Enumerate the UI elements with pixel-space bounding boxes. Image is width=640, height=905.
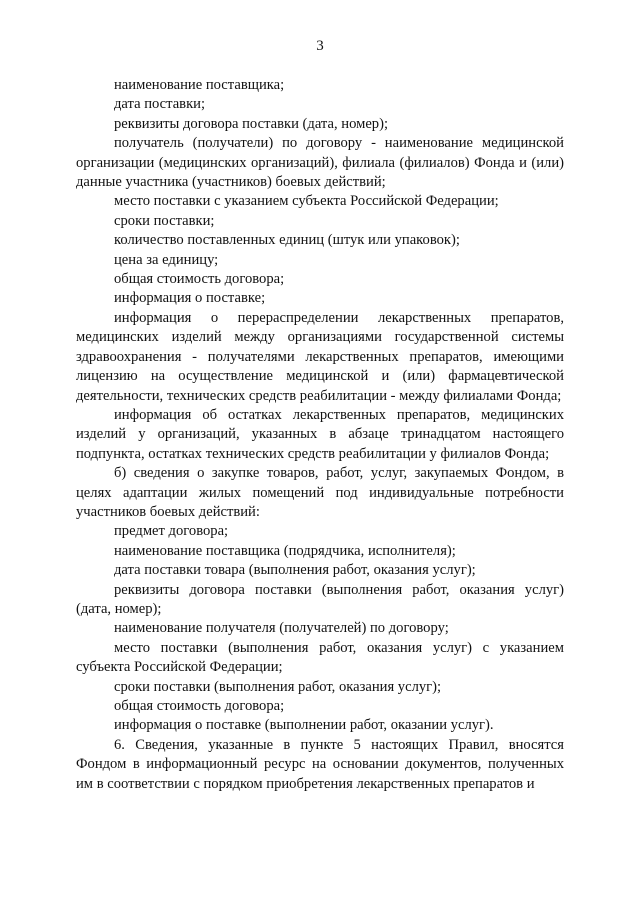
- paragraph: сроки поставки (выполнения работ, оказания услуг);: [114, 678, 442, 695]
- document-body: [76, 76, 564, 794]
- paragraph: реквизиты договора поставки (дата, номер);: [114, 115, 389, 132]
- paragraph: цена за единицу;: [114, 251, 219, 268]
- paragraph: 6. Сведения, указанные в пункте 5 настоящих Правил, вносятся Фондом в информационный ресурс на основании документов, полученных им в соответствии с порядком приобретения лекарственных препаратов и: [76, 736, 564, 792]
- paragraph: информация о перераспределении лекарственных препаратов, медицинских изделий между организациями государственной системы здравоохранения - получателями лекарственных препаратов, имеющими лицензию на осуществление медицинской и (или) фармацевтической деятельности, технических средств реабилитации - между филиалами Фонда;: [76, 309, 564, 404]
- paragraph: реквизиты договора поставки (выполнения работ, оказания услуг) (дата, номер);: [76, 581, 564, 617]
- paragraph: количество поставленных единиц (штук или упаковок);: [114, 232, 460, 249]
- paragraph: наименование получателя (получателей) по договору;: [114, 620, 449, 637]
- paragraph: место поставки с указанием субъекта Российской Федерации;: [114, 193, 499, 210]
- paragraph: наименование поставщика;: [114, 77, 285, 93]
- paragraph: общая стоимость договора;: [114, 271, 285, 288]
- paragraph: место поставки (выполнения работ, оказания услуг) с указанием субъекта Российской Федерации;: [76, 639, 564, 676]
- paragraph: б) сведения о закупке товаров, работ, услуг, закупаемых Фондом, в целях адаптации жилых помещений под индивидуальные потребности участников боевых действий:: [76, 465, 564, 520]
- paragraph: наименование поставщика (подрядчика, исполнителя);: [114, 542, 456, 559]
- paragraph: информация о поставке;: [114, 290, 266, 307]
- paragraph: информация о поставке (выполнении работ, оказании услуг).: [114, 717, 494, 734]
- paragraph: получатель (получатели) по договору - наименование медицинской организации (медицинских организаций), филиала (филиалов) Фонда и (или) данные участника (участников) боевых действий;: [76, 135, 564, 191]
- paragraph: дата поставки;: [114, 96, 206, 113]
- paragraph: предмет договора;: [114, 523, 229, 540]
- page-number: 3: [316, 38, 324, 54]
- paragraph: дата поставки товара (выполнения работ, оказания услуг);: [114, 562, 476, 579]
- paragraph: информация об остатках лекарственных препаратов, медицинских изделий у организаций, указанных в абзаце тринадцатом настоящего подпункта, остатках технических средств реабилитации у филиалов Фонда;: [76, 406, 564, 462]
- paragraph: сроки поставки;: [114, 212, 215, 229]
- paragraph: общая стоимость договора;: [114, 698, 285, 714]
